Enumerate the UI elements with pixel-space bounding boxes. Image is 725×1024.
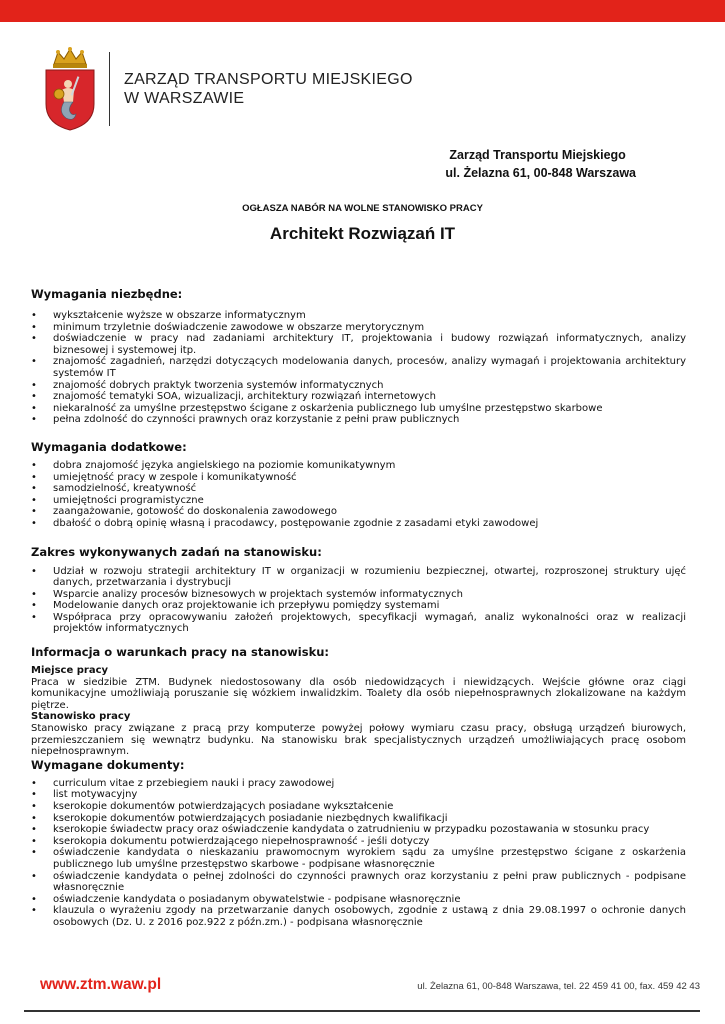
top-red-bar [0, 0, 725, 22]
subheading-post: Stanowisko pracy [31, 711, 131, 723]
paragraph-post: Stanowisko pracy związane z pracą przy komputerze powyżej połowy wymiaru czasu pracy, obsługą urządzeń biurowych, przemieszczaniem się wewnątrz budynku. Na stanowisku brak specjalistycznych urządzeń umożliwiających pracę osobom niepełnosprawnym. [31, 723, 686, 758]
list-item: • doświadczenie w pracy nad zadaniami architektury IT, projektowania i budowy rozwiązań informatycznych, analizy biznesowej i systemowej itp. [31, 333, 686, 356]
list-item: • kserokopie dokumentów potwierdzających posiadane wykształcenie [31, 801, 686, 813]
document-body [31, 287, 686, 929]
announcement: OGŁASZA NABÓR NA WOLNE STANOWISKO PRACY [242, 203, 483, 214]
list-item: • klauzula o wyrażeniu zgody na przetwarzanie danych osobowych, zgodnie z ustawą z dnia 29.08.1997 o ochronie danych osobowych (Dz. U. z 2016 poz.922 z późn.zm.) - podpisana własnoręcznie [31, 905, 686, 928]
list-item: • znajomość tematyki SOA, wizualizacji, architektury rozwiązań internetowych [31, 391, 686, 403]
list-item: • kserokopie świadectw pracy oraz oświadczenie kandydata o zatrudnieniu w przypadku pozostawania w stosunku pracy [31, 824, 686, 836]
list-item: • Modelowanie danych oraz projektowanie ich przepływu pomiędzy systemami [31, 600, 686, 612]
list-item: • list motywacyjny [31, 789, 686, 801]
subheading-place: Miejsce pracy [31, 665, 109, 677]
list-item: • oświadczenie kandydata o nieskazaniu prawomocnym wyrokiem sądu za umyślne przestępstwo ścigane z oskarżenia publicznego lub umyślne przestępstwo skarbowe - podpisane własnoręcznie [31, 847, 686, 870]
footer-address: ul. Żelazna 61, 00-848 Warszawa, tel. 22 459 41 00, fax. 459 42 43 [417, 981, 700, 992]
requirements-list [31, 310, 686, 426]
list-item: • kserokopia dokumentu potwierdzającego niepełnosprawność - jeśli dotyczy [31, 836, 686, 848]
list-item: • pełna zdolność do czynności prawnych oraz korzystanie z pełni praw publicznych [31, 414, 686, 426]
list-item: • znajomość zagadnień, narzędzi dotyczących modelowania danych, procesów, analizy wymagań i projektowania architektury systemów IT [31, 356, 686, 379]
section-heading: Wymagania niezbędne: [31, 287, 183, 301]
paragraph-place: Praca w siedzibie ZTM. Budynek niedostosowany dla osób niedowidzących i niewidzących. Wejście główne oraz ciągi komunikacyjne umożliwiają poruszanie się wózkiem inwalidzkim. Toalety dla osób niepełnosprawnych zlokalizowane na każdym piętrze. [31, 676, 686, 711]
list-item: • niekaralność za umyślne przestępstwo ścigane z oskarżenia publicznego lub umyślne przestępstwo skarbowe [31, 403, 686, 415]
footer-website-link[interactable]: www.ztm.waw.pl [40, 976, 162, 993]
list-item: • znajomość dobrych praktyk tworzenia systemów informatycznych [31, 380, 686, 392]
recipient-address [445, 146, 636, 182]
list-item: • kserokopie dokumentów potwierdzających posiadanie niezbędnych kwalifikacji [31, 813, 686, 825]
section-heading: Wymagane dokumenty: [31, 757, 185, 772]
list-item: • umiejętności programistyczne [31, 495, 686, 507]
logo-divider [109, 52, 110, 126]
list-item: • zaangażowanie, gotowość do doskonalenia zawodowego [31, 506, 686, 518]
footer-divider [24, 1010, 700, 1012]
list-item: • minimum trzyletnie doświadczenie zawodowe w obszarze merytorycznym [31, 322, 686, 334]
section-heading: Informacja o warunkach pracy na stanowisku: [31, 645, 330, 660]
section-heading: Wymagania dodatkowe: [31, 439, 187, 454]
list-item: • oświadczenie kandydata o pełnej zdolności do czynności prawnych oraz korzystaniu z pełni praw publicznych - podpisane własnoręcznie [31, 871, 686, 894]
section-conditions [31, 645, 686, 758]
list-item: • Wsparcie analizy procesów biznesowych w projektach systemów informatycznych [31, 589, 686, 601]
section-additional [31, 440, 686, 530]
section-heading: Zakres wykonywanych zadań na stanowisku: [31, 544, 322, 559]
warsaw-coat-of-arms-icon [40, 46, 100, 132]
list-item: • umiejętność pracy w zespole i komunikatywność [31, 472, 686, 484]
organization-name [124, 70, 413, 108]
list-item: • oświadczenie kandydata o posiadanym obywatelstwie - podpisane własnoręcznie [31, 894, 686, 906]
section-documents [31, 758, 686, 929]
list-item: • Udział w rozwoju strategii architektury IT w organizacji w rozumieniu bezpiecznej, otwartej, rozproszonej struktury ujęć danych, przetwarzania i dystrybucji [31, 566, 686, 589]
org-name-line1: ZARZĄD TRANSPORTU MIEJSKIEGO [124, 71, 413, 88]
address-line2: ul. Żelazna 61, 00-848 Warszawa [445, 166, 636, 180]
list-item: • samodzielność, kreatywność [31, 483, 686, 495]
list-item: • wykształcenie wyższe w obszarze informatycznym [31, 310, 686, 322]
section-requirements [31, 287, 686, 426]
additional-list [31, 460, 686, 530]
list-item: • dobra znajomość języka angielskiego na poziomie komunikatywnym [31, 460, 686, 472]
org-name-line2: W WARSZAWIE [124, 90, 245, 107]
tasks-list [31, 566, 686, 636]
address-line1: Zarząd Transportu Miejskiego [449, 148, 626, 162]
section-tasks [31, 545, 686, 636]
list-item: • Współpraca przy opracowywaniu założeń projektowych, specyfikacji wymagań, analiz wykonalności oraz w realizacji projektów informatycznych [31, 612, 686, 635]
documents-list [31, 778, 686, 929]
job-title: Architekt Rozwiązań IT [269, 224, 456, 243]
list-item: • dbałość o dobrą opinię własną i pracodawcy, postępowanie zgodnie z zasadami etyki zawodowej [31, 518, 686, 530]
list-item: • curriculum vitae z przebiegiem nauki i pracy zawodowej [31, 778, 686, 790]
